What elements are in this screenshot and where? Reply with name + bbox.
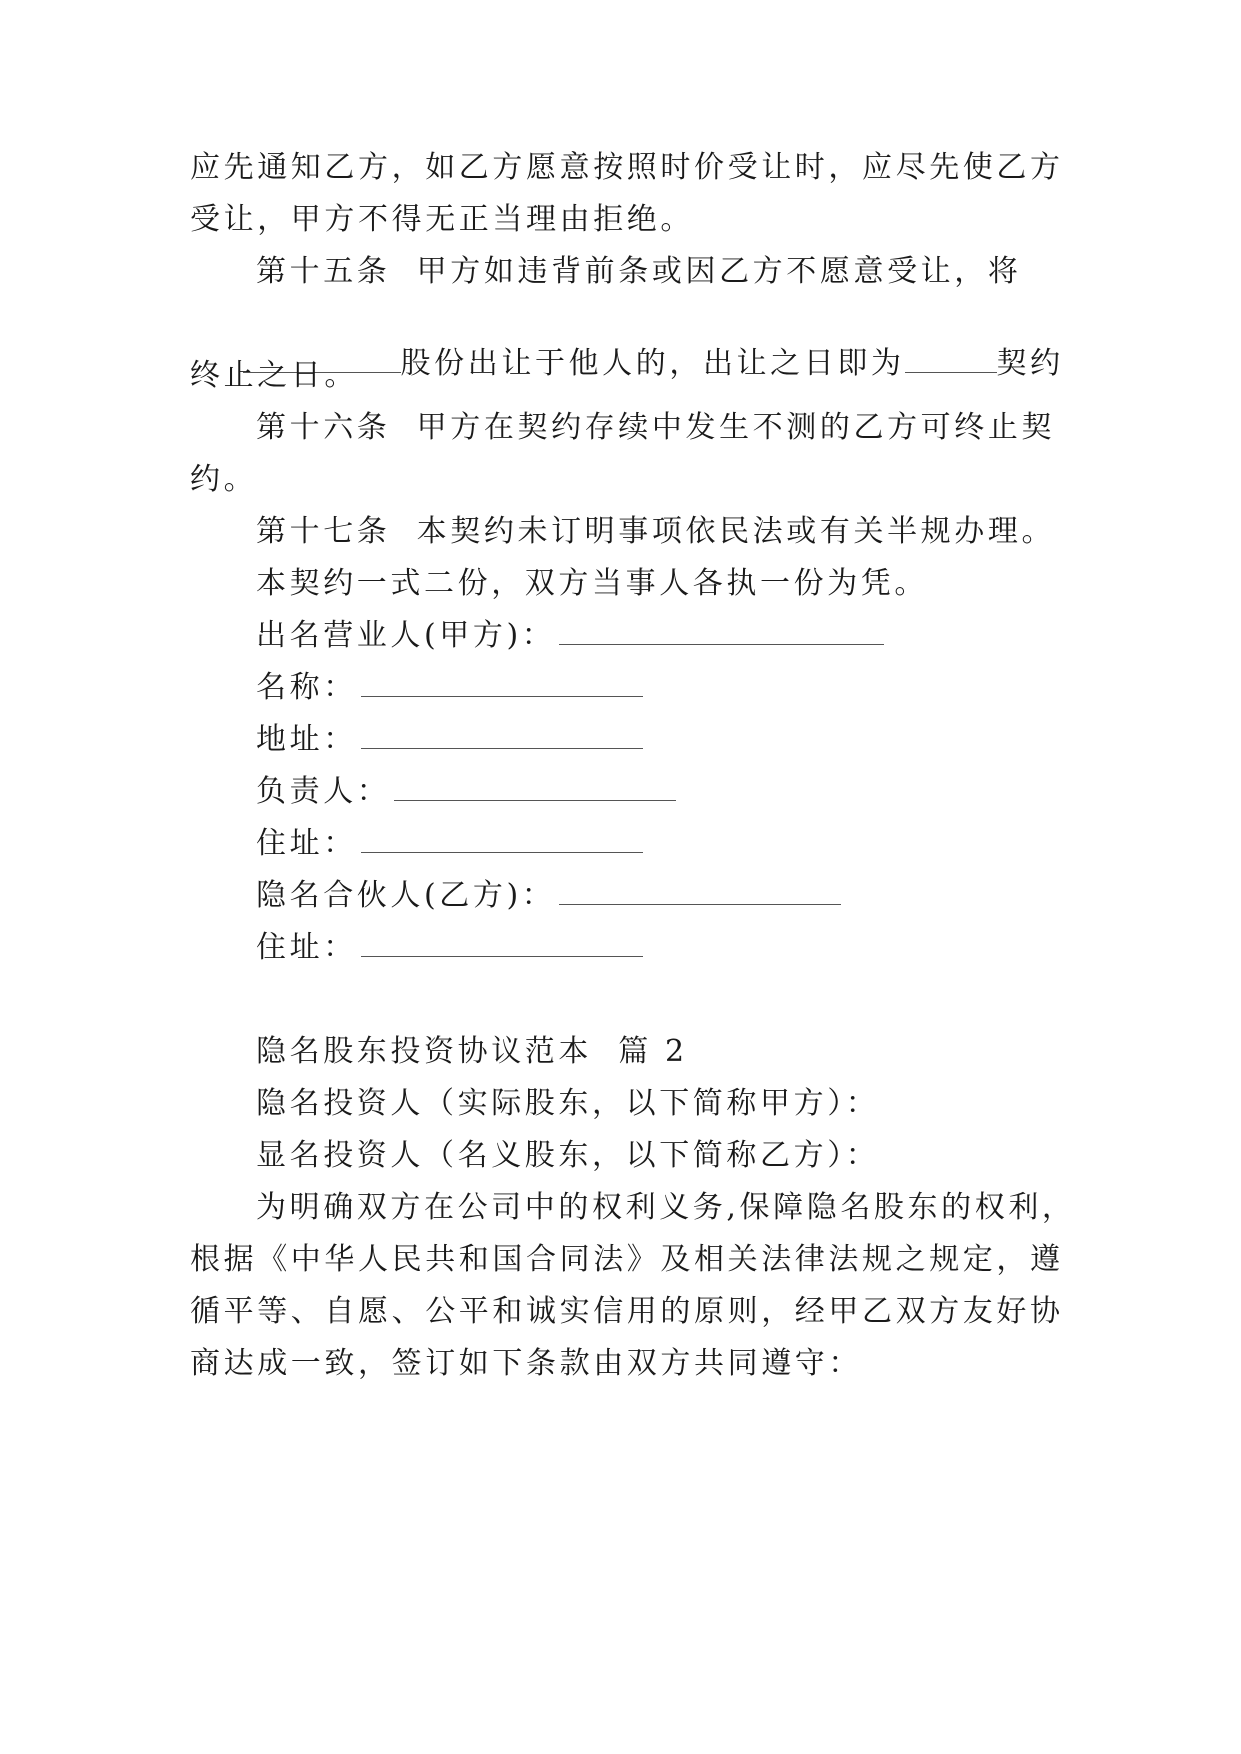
signature-party-a-blank	[559, 618, 884, 645]
section-2-title: 隐名股东投资协议范本 篇 2	[256, 1034, 688, 1069]
signature-address	[256, 720, 1116, 760]
section-2-body-line-4: 商达成一致，签订如下条款由双方共同遵守：	[190, 1346, 862, 1381]
section-2-body-line-2: 根据《中华人民共和国合同法》及相关法律法规之规定，遵	[190, 1242, 1064, 1277]
signature-residence-label: 住址：	[256, 826, 357, 861]
signature-address-blank	[361, 722, 643, 749]
signature-person-blank	[394, 774, 676, 801]
signature-person-label: 负责人：	[256, 774, 391, 809]
signature-address-label: 地址：	[256, 722, 357, 757]
signature-residence-2-blank	[361, 930, 643, 957]
section-2-body-line-1: 为明确双方在公司中的权利义务,保障隐名股东的权利，	[256, 1190, 1076, 1225]
signature-party-b	[256, 876, 1116, 916]
signature-party-b-blank	[559, 878, 841, 905]
signature-residence-2-label: 住址：	[256, 930, 357, 965]
article-15-text-a: 股份出让于他人的，出让之日即为	[400, 346, 905, 381]
signature-residence	[256, 824, 1116, 864]
signature-person	[256, 772, 1116, 812]
article-15-text-b: 契约	[996, 346, 1064, 381]
article-16-line-2: 约。	[190, 462, 258, 497]
article-15-line-3: 终止之日。	[190, 358, 358, 393]
signature-residence-2	[256, 928, 1116, 968]
article-16-line-1: 第十六条 甲方在契约存续中发生不测的乙方可终止契	[256, 410, 1056, 445]
signature-name-label: 名称：	[256, 670, 357, 705]
section-2-party-b: 显名投资人（名义股东，以下简称乙方）：	[256, 1138, 880, 1173]
clause-14-continuation-line-2: 受让，甲方不得无正当理由拒绝。	[190, 202, 694, 237]
article-15-line-1: 第十五条 甲方如违背前条或因乙方不愿意受让，将	[256, 254, 1022, 289]
article-17: 第十七条 本契约未订明事项依民法或有关半规办理。	[256, 514, 1056, 549]
signature-party-a	[256, 616, 1116, 656]
copies-statement: 本契约一式二份，双方当事人各执一份为凭。	[256, 566, 928, 601]
clause-14-continuation-line-1: 应先通知乙方，如乙方愿意按照时价受让时，应尽先使乙方	[190, 150, 1064, 185]
signature-name-blank	[361, 670, 643, 697]
signature-party-b-label: 隐名合伙人(乙方)：	[256, 878, 556, 913]
signature-name	[256, 668, 1116, 708]
signature-residence-blank	[361, 826, 643, 853]
section-2-body-line-3: 循平等、自愿、公平和诚实信用的原则，经甲乙双方友好协	[190, 1294, 1064, 1329]
section-2-party-a: 隐名投资人（实际股东，以下简称甲方）：	[256, 1086, 880, 1121]
signature-party-a-label: 出名营业人(甲方)：	[256, 618, 556, 653]
